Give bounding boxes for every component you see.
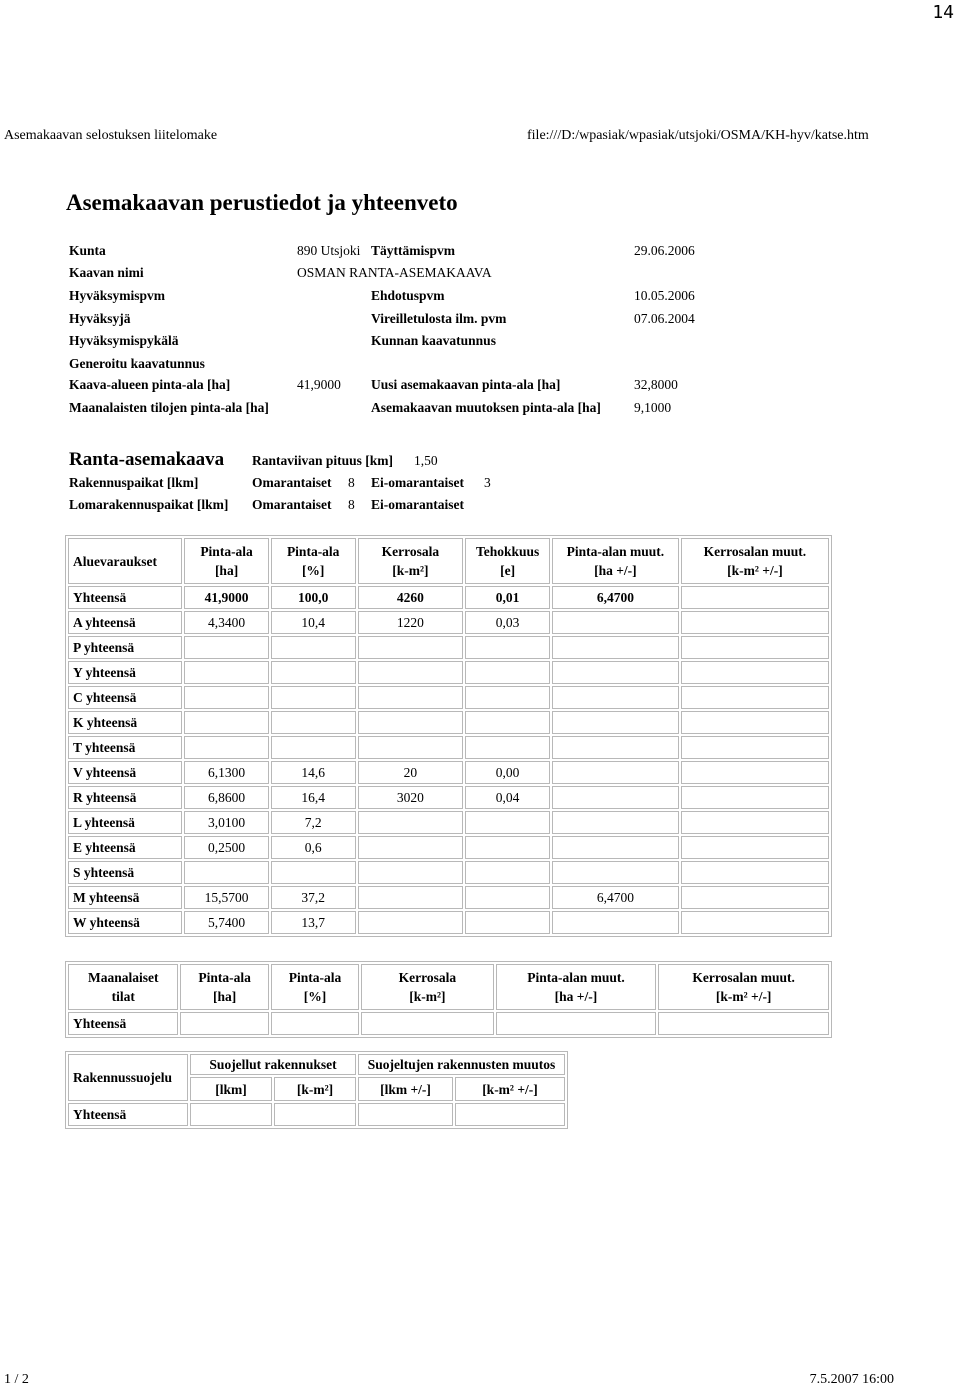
table-cell (271, 711, 356, 734)
row-label: P yhteensä (68, 636, 182, 659)
loma-oma-value: 8 (348, 497, 355, 512)
header-line: Kerrosalan muut. (703, 544, 807, 559)
row-label: A yhteensä (68, 611, 182, 634)
table-row (68, 861, 829, 884)
hyvaksyja-label: Hyväksyjä (69, 311, 131, 326)
loma-label: Lomarakennuspaikat [lkm] (69, 497, 229, 512)
table-cell: 13,7 (271, 911, 356, 934)
header-line: Tehokkuus (475, 544, 540, 559)
header-unit: [k-m²] (409, 989, 446, 1004)
table-cell (184, 686, 269, 709)
table-cell (465, 686, 550, 709)
rak-ei-oma-label: Ei-omarantaiset (371, 475, 464, 490)
row-label: L yhteensä (68, 811, 182, 834)
table-cell (681, 686, 829, 709)
table-cell: 6,8600 (184, 786, 269, 809)
table-cell (681, 636, 829, 659)
table-cell: 0,2500 (184, 836, 269, 859)
table-cell (681, 836, 829, 859)
table-row (68, 611, 829, 634)
table-row (68, 1103, 565, 1126)
table-row (68, 886, 829, 909)
table-cell (465, 661, 550, 684)
aluevaraukset-body (68, 586, 829, 934)
table-cell (465, 711, 550, 734)
table-cell: 6,4700 (552, 586, 679, 609)
table-cell (465, 736, 550, 759)
ehdotuspvm-value: 10.05.2006 (634, 288, 695, 303)
table-cell (465, 911, 550, 934)
kaavan-nimi-value: OSMAN RANTA-ASEMAKAAVA (297, 265, 492, 280)
table-cell (184, 736, 269, 759)
table-cell (358, 711, 464, 734)
aluevaraukset-head (68, 538, 829, 584)
maanalaiset-head (68, 964, 829, 1010)
header-url: file:///D:/wpasiak/wpasiak/utsjoki/OSMA/KH-hyv/katse.htm (527, 128, 869, 143)
vireille-label: Vireilletulosta ilm. pvm (371, 311, 507, 326)
table-cell: 15,5700 (184, 886, 269, 909)
table-row (68, 736, 829, 759)
table-cell (552, 611, 679, 634)
table-cell (552, 786, 679, 809)
header-line: Pinta-alan muut. (527, 970, 625, 985)
header-unit: [ha +/-] (594, 563, 637, 578)
table-cell: 5,7400 (184, 911, 269, 934)
table-row (68, 911, 829, 934)
table-cell: 16,4 (271, 786, 356, 809)
table-cell (358, 836, 464, 859)
column-header (361, 964, 494, 1010)
rak-ei-oma-value: 3 (484, 475, 491, 490)
row-label: V yhteensä (68, 761, 182, 784)
row-label: C yhteensä (68, 686, 182, 709)
ehdotuspvm-label: Ehdotuspvm (371, 288, 445, 303)
header-unit: [ha] (212, 989, 237, 1004)
footer-timestamp: 7.5.2007 16:00 (809, 1372, 894, 1387)
rantaviiva-label: Rantaviivan pituus [km] (252, 453, 394, 468)
column-header (681, 538, 829, 584)
suojelu-table (65, 1051, 568, 1129)
footer-page-count: 1 / 2 (4, 1372, 29, 1387)
table-row (68, 636, 829, 659)
table-cell: 4260 (358, 586, 464, 609)
table-cell: 1220 (358, 611, 464, 634)
generoitu-label: Generoitu kaavatunnus (69, 356, 205, 371)
table-row (68, 711, 829, 734)
suojelu-group1-header: Suojellut rakennukset (190, 1054, 356, 1075)
table-cell (271, 1012, 359, 1035)
suojelu-row-label: Rakennussuojelu (68, 1054, 188, 1101)
header-unit: [ha] (214, 563, 239, 578)
column-header (271, 538, 356, 584)
header-line: Pinta-alan muut. (566, 544, 665, 559)
table-cell (465, 811, 550, 834)
table-cell: 7,2 (271, 811, 356, 834)
table-cell: 6,4700 (552, 886, 679, 909)
table-cell: 4,3400 (184, 611, 269, 634)
row-label: T yhteensä (68, 736, 182, 759)
hyvaksymispvm-label: Hyväksymispvm (69, 288, 166, 303)
table-cell (681, 586, 829, 609)
rak-oma-value: 8 (348, 475, 355, 490)
table-row (68, 786, 829, 809)
column-header (68, 964, 178, 1010)
table-cell: 0,03 (465, 611, 550, 634)
table-cell (358, 886, 464, 909)
table-cell (184, 636, 269, 659)
table-cell (681, 711, 829, 734)
suojelu-total-label: Yhteensä (68, 1103, 188, 1126)
table-cell (190, 1103, 272, 1126)
table-cell: 0,04 (465, 786, 550, 809)
table-cell (552, 686, 679, 709)
suojelu-sub-header: [k-m² +/-] (455, 1077, 565, 1101)
table-row (68, 686, 829, 709)
muutoksen-value: 9,1000 (634, 400, 672, 415)
table-cell (681, 786, 829, 809)
row-label: W yhteensä (68, 911, 182, 934)
maanalaisten-label: Maanalaisten tilojen pinta-ala [ha] (69, 400, 269, 415)
table-cell (184, 861, 269, 884)
kunta-label: Kunta (69, 243, 106, 258)
table-cell (358, 686, 464, 709)
table-cell (681, 886, 829, 909)
table-cell (552, 636, 679, 659)
table-row (68, 761, 829, 784)
table-cell (271, 686, 356, 709)
kunnan-tunnus-label: Kunnan kaavatunnus (371, 333, 496, 348)
table-cell: 14,6 (271, 761, 356, 784)
header-unit: [ha +/-] (554, 989, 598, 1004)
table-row (68, 586, 829, 609)
table-cell (465, 886, 550, 909)
table-cell (358, 911, 464, 934)
table-cell (358, 636, 464, 659)
header-line: Aluevaraukset (73, 553, 157, 569)
loma-ei-oma-label: Ei-omarantaiset (371, 497, 464, 512)
table-cell (184, 661, 269, 684)
suojelu-sub-header: [lkm] (190, 1077, 272, 1101)
table-cell (358, 861, 464, 884)
row-label: K yhteensä (68, 711, 182, 734)
column-header (552, 538, 679, 584)
row-label: Yhteensä (68, 586, 182, 609)
vireille-value: 07.06.2004 (634, 311, 695, 326)
tayttamis-value: 29.06.2006 (634, 243, 695, 258)
table-cell: 100,0 (271, 586, 356, 609)
table-cell: 3020 (358, 786, 464, 809)
table-header-row (68, 538, 829, 584)
header-unit: [k-m²] (392, 563, 429, 578)
kunta-value: 890 Utsjoki (297, 243, 361, 258)
maanalaiset-total-label: Yhteensä (68, 1012, 178, 1035)
pykala-label: Hyväksymispykälä (69, 333, 179, 348)
table-cell (552, 861, 679, 884)
header-line: Kerrosalan muut. (692, 970, 795, 985)
table-cell: 20 (358, 761, 464, 784)
table-cell (658, 1012, 829, 1035)
table-cell (681, 661, 829, 684)
table-cell (180, 1012, 268, 1035)
table-cell: 3,0100 (184, 811, 269, 834)
column-header (271, 964, 359, 1010)
header-line: Kerrosala (381, 544, 440, 559)
header-title: Asemakaavan selostuksen liitelomake (4, 128, 218, 143)
table-cell: 37,2 (271, 886, 356, 909)
table-cell (358, 811, 464, 834)
ranta-title: Ranta-asemakaava (69, 449, 225, 470)
table-cell: 6,1300 (184, 761, 269, 784)
header-unit: [k-m² +/-] (715, 989, 772, 1004)
table-cell (271, 661, 356, 684)
column-header (358, 538, 464, 584)
header-unit: [k-m² +/-] (727, 563, 783, 578)
table-cell: 0,6 (271, 836, 356, 859)
kaava-ala-label: Kaava-alueen pinta-ala [ha] (69, 377, 231, 392)
table-cell (358, 736, 464, 759)
column-header (496, 964, 657, 1010)
header-unit: [%] (301, 563, 325, 578)
table-cell: 10,4 (271, 611, 356, 634)
table-cell (681, 611, 829, 634)
table-cell (681, 761, 829, 784)
suojelu-group2-header: Suojeltujen rakennusten muutos (358, 1054, 565, 1075)
rantaviiva-value: 1,50 (414, 453, 438, 468)
rak-oma-label: Omarantaiset (252, 475, 332, 490)
header-line: Pinta-ala (200, 544, 253, 559)
table-cell (274, 1103, 356, 1126)
table-cell (681, 911, 829, 934)
uusi-ala-label: Uusi asemakaavan pinta-ala [ha] (371, 377, 561, 392)
column-header (465, 538, 550, 584)
column-header (658, 964, 829, 1010)
header-unit: [%] (303, 989, 327, 1004)
header-unit: tilat (111, 989, 135, 1004)
table-cell: 0,00 (465, 761, 550, 784)
suojelu-sub-header: [k-m²] (274, 1077, 356, 1101)
table-cell (358, 1103, 453, 1126)
table-header-row (68, 964, 829, 1010)
row-label: E yhteensä (68, 836, 182, 859)
table-cell (681, 736, 829, 759)
column-header (68, 538, 182, 584)
maanalaiset-table (65, 961, 832, 1038)
table-cell (681, 861, 829, 884)
table-cell (552, 811, 679, 834)
aluevaraukset-table (65, 535, 832, 937)
table-row (68, 811, 829, 834)
table-cell: 0,01 (465, 586, 550, 609)
table-cell (184, 711, 269, 734)
table-row (68, 661, 829, 684)
table-cell (496, 1012, 657, 1035)
page-title: Asemakaavan perustiedot ja yhteenveto (66, 190, 458, 215)
table-row (68, 1012, 829, 1035)
header-line: Kerrosala (398, 970, 457, 985)
row-label: M yhteensä (68, 886, 182, 909)
table-cell: 41,9000 (184, 586, 269, 609)
table-cell (552, 761, 679, 784)
header-line: Pinta-ala (288, 970, 342, 985)
header-line: Maanalaiset (87, 970, 159, 985)
table-cell (271, 636, 356, 659)
uusi-ala-value: 32,8000 (634, 377, 678, 392)
table-cell (271, 861, 356, 884)
header-line: Pinta-ala (198, 970, 251, 985)
table-cell (552, 661, 679, 684)
tayttamis-label: Täyttämispvm (371, 243, 455, 258)
column-header (184, 538, 269, 584)
table-cell (465, 836, 550, 859)
table-row (68, 836, 829, 859)
row-label: Y yhteensä (68, 661, 182, 684)
table-cell (465, 636, 550, 659)
table-cell (681, 811, 829, 834)
table-row (68, 1054, 565, 1075)
kaava-ala-value: 41,9000 (297, 377, 341, 392)
row-label: S yhteensä (68, 861, 182, 884)
suojelu-sub-header: [lkm +/-] (358, 1077, 453, 1101)
table-cell (552, 736, 679, 759)
table-cell (552, 711, 679, 734)
page-number: 14 (932, 2, 954, 23)
loma-oma-label: Omarantaiset (252, 497, 332, 512)
table-cell (552, 836, 679, 859)
table-cell (552, 911, 679, 934)
kaavan-nimi-label: Kaavan nimi (69, 265, 144, 280)
muutoksen-label: Asemakaavan muutoksen pinta-ala [ha] (371, 400, 601, 415)
table-cell (271, 736, 356, 759)
header-unit: [e] (500, 563, 516, 578)
header-line: Pinta-ala (286, 544, 340, 559)
table-cell (361, 1012, 494, 1035)
table-cell (455, 1103, 565, 1126)
rakennuspaikat-label: Rakennuspaikat [lkm] (69, 475, 199, 490)
table-cell (465, 861, 550, 884)
row-label: R yhteensä (68, 786, 182, 809)
column-header (180, 964, 268, 1010)
table-cell (358, 661, 464, 684)
